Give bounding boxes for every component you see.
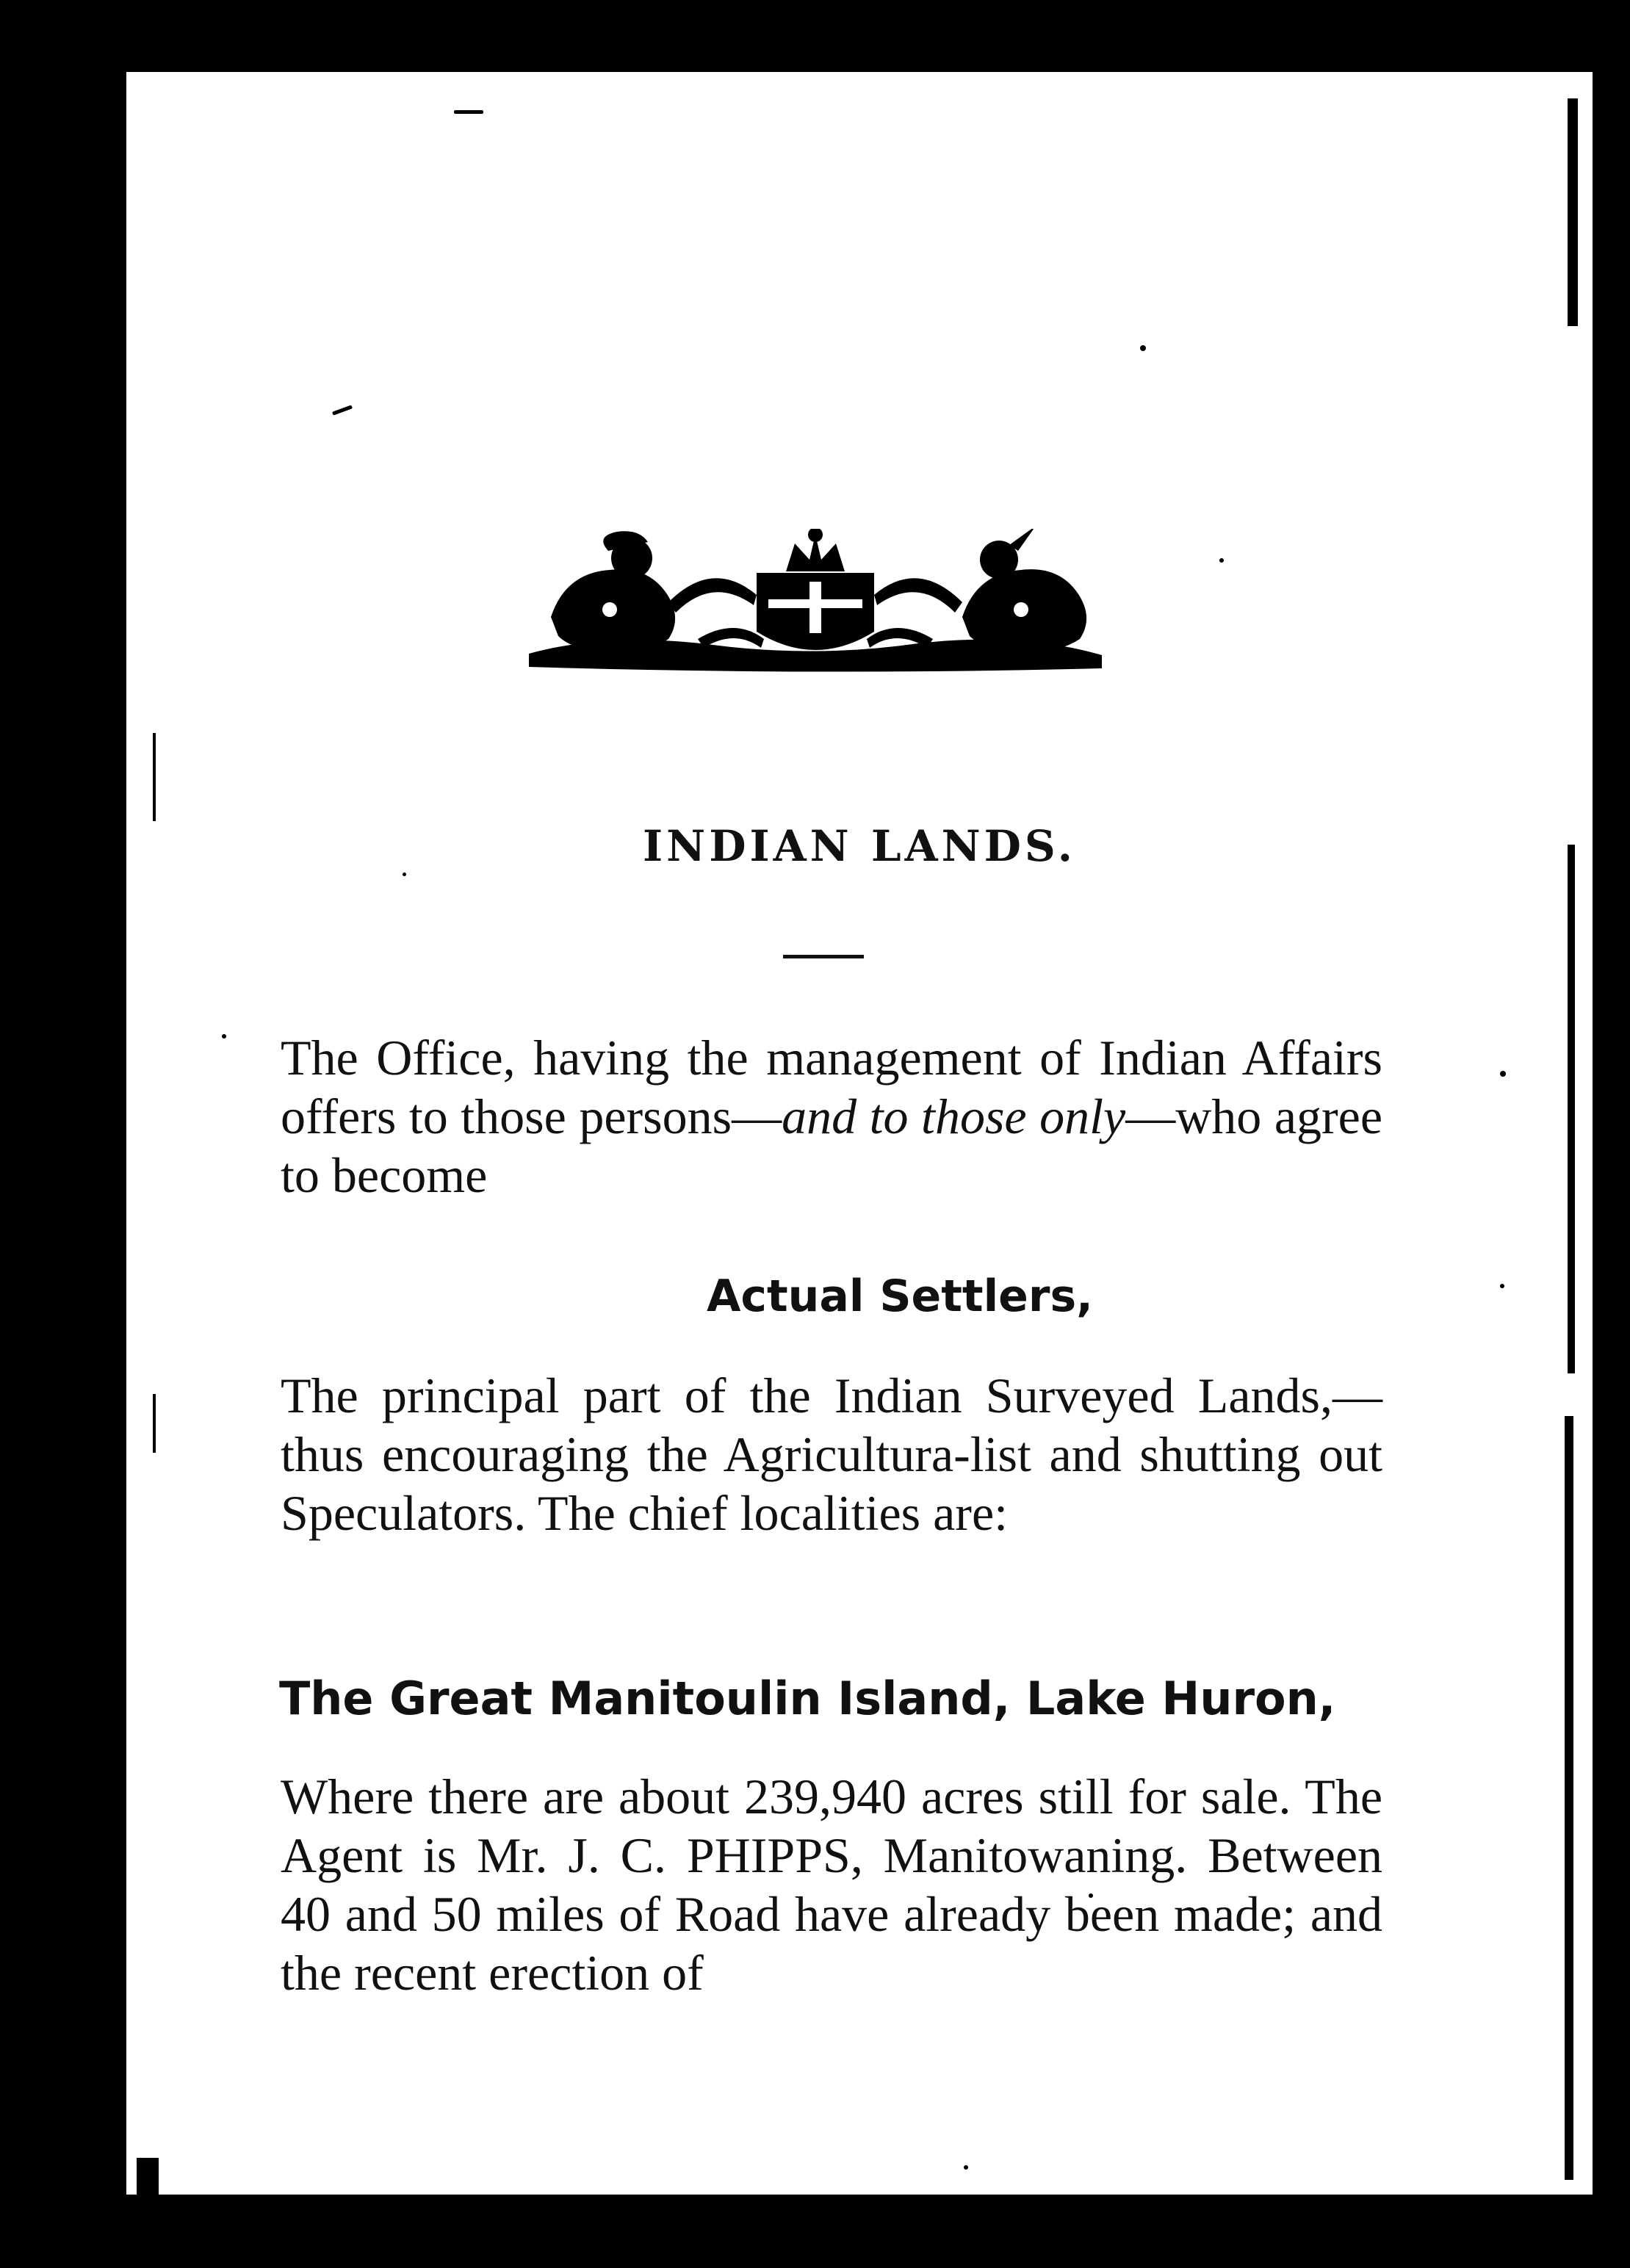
ink-speck xyxy=(964,2165,968,2170)
intro-text: The Office, having the management of Indian Affairs offers to those persons— xyxy=(281,1030,1382,1144)
ink-speck xyxy=(1140,345,1146,351)
margin-mark xyxy=(137,2158,159,2195)
ink-speck xyxy=(1500,1284,1504,1288)
intro-paragraph xyxy=(281,1028,1382,1205)
page-title: INDIAN LANDS. xyxy=(643,821,1076,871)
ink-speck xyxy=(1500,1071,1506,1077)
ink-speck xyxy=(403,873,406,876)
document-page xyxy=(126,72,1593,2195)
manitoulin-paragraph: Where there are about 239,940 acres still for sale. The Agent is Mr. J. C. PHIPPS, Manitowaning. Between 40 and 50 miles of Road have already been made; and the recent erection of xyxy=(281,1769,1382,2001)
page-shadow-strip xyxy=(1568,845,1575,1373)
royal-coat-of-arms-icon xyxy=(522,529,1109,676)
section-heading-manitoulin: The Great Manitoulin Island, Lake Huron, xyxy=(279,1672,1336,1725)
ink-speck xyxy=(1219,558,1224,563)
intro-italic-text: and to those only xyxy=(782,1088,1126,1144)
page-shadow-strip xyxy=(1565,1416,1573,2180)
margin-mark xyxy=(153,733,156,821)
ink-speck xyxy=(332,405,353,415)
title-divider xyxy=(783,955,864,958)
section-heading-actual-settlers: Actual Settlers, xyxy=(707,1271,1093,1322)
page-shadow-strip xyxy=(1568,98,1578,326)
ink-speck xyxy=(222,1034,226,1039)
localities-paragraph: The principal part of the Indian Surveyed Lands,—thus encouraging the Agricultura-list and shutting out Speculators. The chief localities are: xyxy=(281,1368,1382,1541)
margin-mark xyxy=(153,1394,156,1453)
ink-speck xyxy=(454,110,483,114)
intro-text-end: —who agree to become xyxy=(281,1088,1383,1203)
